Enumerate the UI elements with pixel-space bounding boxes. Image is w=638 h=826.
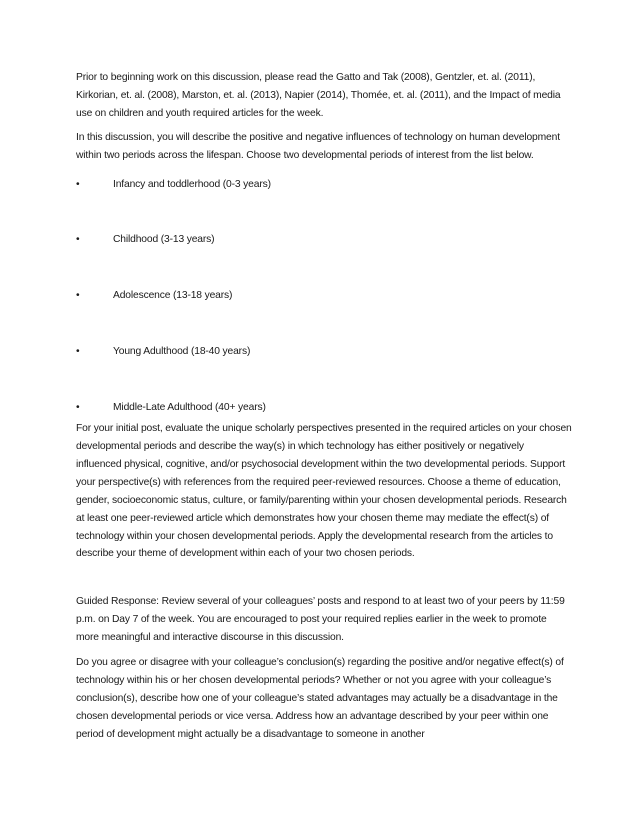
period-label: Childhood (3-13 years) [113, 234, 215, 246]
guided-response-paragraph: Guided Response: Review several of your colleagues’ posts and respond to at least two of your peers by 11:59 p.m. on Day 7 of the week. You are encouraged to post your required replies earlier in the week to promote more meaningful and interactive discourse in this discussion. [76, 596, 565, 644]
period-list-item [76, 287, 572, 305]
intro-paragraph: Prior to beginning work on this discussion, please read the Gatto and Tak (2008), Gentzler, et. al. (2011), Kirkorian, et. al. (2008), Marston, et. al. (2013), Napier (2014), Thomée, et. al. (2011), and the Impact of media use on children and youth required articles for the week. [76, 72, 561, 119]
period-list-item [76, 343, 572, 361]
agree-disagree-paragraph: Do you agree or disagree with your colleague’s conclusion(s) regarding the positive and/or negative effect(s) of technology within his or her chosen developmental periods? Whether or not you agree with your colleague’s conclusion(s), describe how one of your colleague’s stated advantages may actually be a disadvantage in the chosen developmental periods or vice versa. Address how an advantage described by your peer within one period of development might actually be a disadvantage to someone in another [76, 657, 564, 740]
period-list-item [76, 176, 572, 194]
period-label: Infancy and toddlerhood (0-3 years) [113, 178, 271, 190]
bullet-icon: • [76, 234, 80, 246]
period-label: Adolescence (13-18 years) [113, 290, 233, 302]
bullet-icon: • [76, 346, 80, 358]
bullet-icon: • [76, 402, 80, 414]
bullet-icon: • [76, 178, 80, 190]
period-label: Young Adulthood (18-40 years) [113, 346, 251, 358]
period-label: Middle-Late Adulthood (40+ years) [113, 402, 266, 414]
bullet-icon: • [76, 290, 80, 302]
document-body [76, 69, 572, 744]
period-list-item [76, 231, 572, 249]
period-list-item [76, 399, 572, 417]
initial-post-paragraph: For your initial post, evaluate the unique scholarly perspectives presented in the required articles on your chosen developmental periods and describe the way(s) in which technology has either positively or negatively influenced physical, cognitive, and/or psychosocial development within the two developmental periods. Support your perspective(s) with references from the required peer-reviewed resources. Choose a theme of education, gender, socioeconomic status, culture, or family/parenting within your chosen developmental periods. Research at least one peer-reviewed article which demonstrates how your chosen theme may mediate the effect(s) of technology within your chosen developmental periods. Apply the developmental research from the articles to describe your theme of development within each of your two chosen periods. [76, 423, 572, 560]
instructions-paragraph: In this discussion, you will describe the positive and negative influences of technology on human development within two periods across the lifespan. Choose two developmental periods of interest from the list below. [76, 131, 560, 161]
